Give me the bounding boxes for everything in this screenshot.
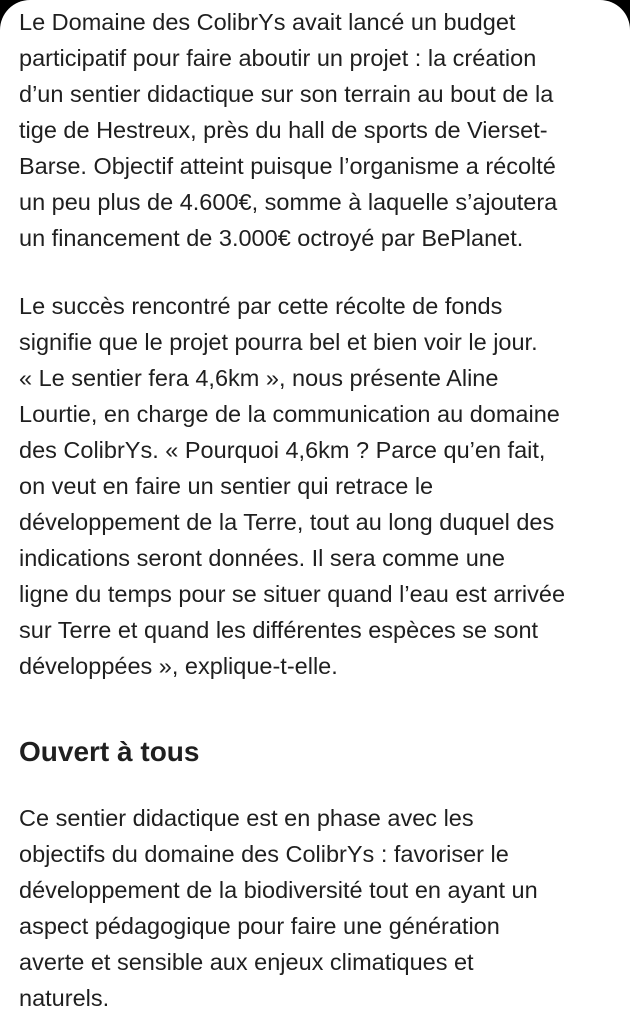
article-paragraph-quote: Le succès rencontré par cette récolte de fonds signifie que le projet pourra bel et bien voir le jour. « Le sentier fera 4,6km », nous présente Aline Lourtie, en charge de la communication au domaine des ColibrYs. « Pourquoi 4,6km ? Parce qu’en fait, on veut en faire un sentier qui retrace le développement de la Terre, tout au long duquel des indications seront données. Il sera comme une ligne du temps pour se situer quand l’eau est arrivée sur Terre et quand les différentes espèces se sont développées », explique-t-elle.: [19, 293, 566, 679]
article-paragraph-objectives: Ce sentier didactique est en phase avec les objectifs du domaine des ColibrYs : favoriser le développement de la biodiversité tout en ayant un aspect pédagogique pour faire une génération averte et sensible aux enjeux climatiques et naturels.: [19, 805, 538, 1011]
section-heading: Ouvert à tous: [19, 736, 200, 767]
article-paragraph-intro: Le Domaine des ColibrYs avait lancé un budget participatif pour faire aboutir un projet : la création d’un sentier didactique sur son terrain au bout de la tige de Hestreux, près du hall de sports de Vierset- Barse. Objectif atteint puisque l’organisme a récolté un peu plus de 4.600€, somme à laquelle s’ajoutera un financement de 3.000€ octroyé par BePlanet.: [19, 9, 558, 251]
